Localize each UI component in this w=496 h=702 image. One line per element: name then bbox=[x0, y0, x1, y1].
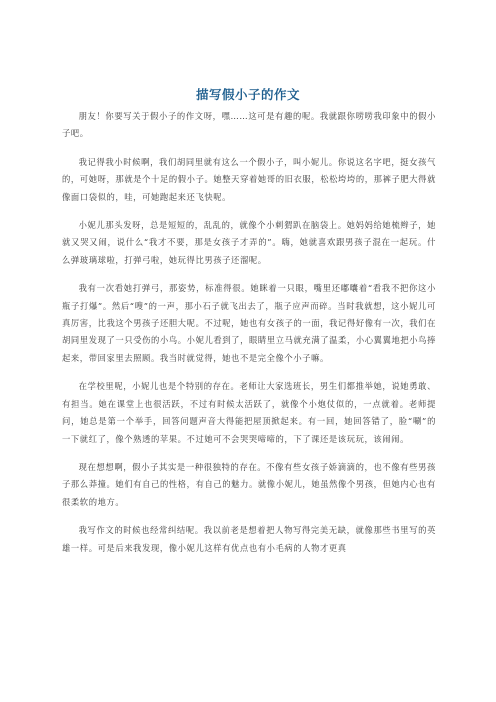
paragraph: 我记得我小时候啊，我们胡同里就有这么一个假小子，叫小妮儿。你说这名字吧，挺女孩气的，可她呀，那就是个十足的假小子。她整天穿着她哥的旧衣服，松松垮垮的，那裤子肥大得就像面口袋似的，哇，可她跑起来还飞快呢。 bbox=[62, 156, 436, 202]
document-body bbox=[62, 108, 436, 568]
paragraph: 现在想想啊，假小子其实是一种很独特的存在。不像有些女孩子娇滴滴的，也不像有些男孩子那么莽撞。她们有自己的性格，有自己的魅力。就像小妮儿，她虽然像个男孩，但她内心也有很柔软的地方。 bbox=[62, 461, 436, 507]
document-title: 描写假小子的作文 bbox=[195, 87, 300, 102]
paragraph: 我有一次看她打弹弓，那姿势，标准得很。她眯着一只眼，嘴里还嘟囔着“看我不把你这小瓶子打爆”。然后“嗖”的一声，那小石子就飞出去了，瓶子应声而碎。当时我就想，这小妮儿可真厉害，比我这个男孩子还胆大呢。不过呢，她也有女孩子的一面，我记得好像有一次，我们在胡同里发现了一只受伤的小鸟。小妮儿看到了，眼睛里立马就充满了温柔，小心翼翼地把小鸟捧起来，带回家里去照顾。我当时就觉得，她也不是完全像个小子嘛。 bbox=[62, 283, 436, 363]
paragraph: 我写作文的时候也经常纠结呢。我以前老是想着把人物写得完美无缺，就像那些书里写的英雄一样。可是后来我发现，像小妮儿这样有优点也有小毛病的人物才更真 bbox=[62, 525, 436, 553]
paragraph: 小妮儿那头发呀，总是短短的，乱乱的，就像个小刺猬趴在脑袋上。她妈妈给她梳辫子，她就又哭又闹，说什么“我才不要，那是女孩子才弄的”。嗨，她就喜欢跟男孩子混在一起玩。什么弹玻璃球啦，打弹弓啦，她玩得比男孩子还溜呢。 bbox=[62, 220, 436, 265]
paragraph: 在学校里呢，小妮儿也是个特别的存在。老师让大家选班长，男生们都推举她，说她勇敢、有担当。她在课堂上也很活跃，不过有时候太活跃了，就像个小炮仗似的，一点就着。老师提问，她总是第一个举手，回答问题声音大得能把屋顶掀起来。有一回，她回答错了，脸“唰”的一下就红了，像个熟透的苹果。不过她可不会哭哭啼啼的，下了课还是该玩玩，该闹闹。 bbox=[62, 381, 436, 444]
paragraph: 朋友！你要写关于假小子的作文呀，嘿……这可是有趣的呢。我就跟你唠唠我印象中的假小子吧。 bbox=[62, 111, 436, 139]
